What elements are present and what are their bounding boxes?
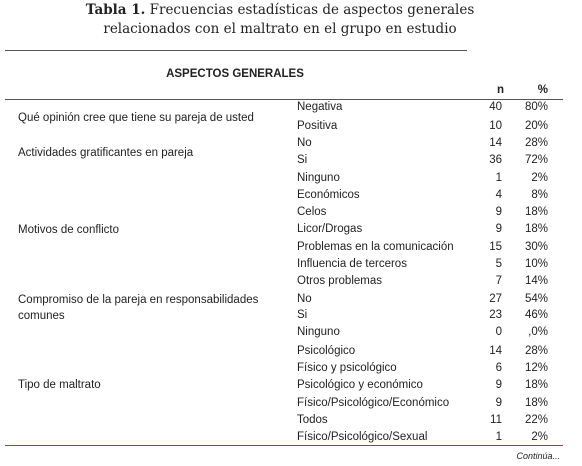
row-percent: 20%	[524, 120, 548, 132]
row-category: No	[297, 293, 312, 305]
row-n: 14	[489, 345, 502, 357]
table-row	[0, 135, 582, 152]
caption-line-2: relacionados con el maltrato en el grupo en estudio	[103, 21, 457, 37]
row-category: Si	[297, 154, 308, 166]
row-n: 9	[495, 397, 502, 409]
row-n: 9	[495, 223, 502, 235]
row-percent: 18%	[524, 206, 548, 218]
row-n: 7	[495, 275, 502, 287]
column-header-n: n	[496, 84, 504, 96]
row-percent: ,0%	[528, 326, 548, 338]
row-category: Ninguno	[297, 326, 340, 338]
row-category: Celos	[297, 206, 327, 218]
group-label-opinion: Qué opinión cree que tiene su pareja de usted	[18, 112, 254, 124]
table-row	[0, 187, 582, 204]
row-category: Físico/Psicológico/Económico	[297, 397, 450, 409]
row-category: Físico/Psicológico/Sexual	[297, 431, 428, 443]
continued-note: Continúa...	[516, 451, 560, 461]
caption-line-1: Frecuencias estadísticas de aspectos generales	[149, 2, 475, 18]
row-n: 15	[489, 241, 502, 253]
column-header-percent: %	[537, 84, 548, 96]
row-percent: 14%	[524, 275, 548, 287]
row-n: 6	[495, 362, 502, 374]
row-percent: 30%	[524, 241, 548, 253]
table-row	[0, 324, 582, 341]
table-row	[0, 412, 582, 429]
table-row	[0, 307, 582, 324]
row-category: Psicológico	[297, 345, 356, 357]
row-n: 1	[495, 431, 502, 443]
table-row	[0, 170, 582, 187]
row-category: Licor/Drogas	[297, 223, 363, 235]
group-label-actividades: Actividades gratificantes en pareja	[18, 147, 194, 159]
row-category: Otros problemas	[297, 275, 383, 287]
bottom-rule	[5, 445, 563, 446]
row-percent: 72%	[524, 154, 548, 166]
row-percent: 18%	[524, 223, 548, 235]
row-percent: 54%	[524, 293, 548, 305]
row-category: Psicológico y económico	[297, 379, 423, 391]
row-percent: 28%	[524, 137, 548, 149]
table-caption	[60, 1, 500, 39]
row-category: No	[297, 137, 312, 149]
table-row	[0, 377, 582, 394]
row-category: Problemas en la comunicación	[297, 241, 454, 253]
table-row	[0, 273, 582, 290]
table-row	[0, 99, 582, 116]
row-n: 4	[495, 189, 502, 201]
table-row	[0, 343, 582, 360]
table-row	[0, 118, 582, 135]
row-n: 23	[489, 309, 502, 321]
row-percent: 28%	[524, 345, 548, 357]
table-heading: ASPECTOS GENERALES	[166, 68, 304, 80]
table-row	[0, 239, 582, 256]
caption-rule	[5, 50, 467, 51]
row-n: 5	[495, 258, 502, 270]
row-n: 10	[489, 120, 502, 132]
row-percent: 2%	[531, 431, 548, 443]
row-category: Económicos	[297, 189, 360, 201]
table-row	[0, 152, 582, 169]
group-label-tipo-maltrato: Tipo de maltrato	[18, 379, 101, 391]
group-label-motivos: Motivos de conflicto	[18, 224, 119, 236]
table-row	[0, 256, 582, 273]
row-percent: 18%	[524, 379, 548, 391]
row-category: Negativa	[297, 101, 343, 113]
row-n: 9	[495, 379, 502, 391]
table-row	[0, 221, 582, 238]
group-label-compromiso: Compromiso de la pareja en responsabilidades comunes	[18, 294, 259, 322]
row-n: 14	[489, 137, 502, 149]
table-row	[0, 204, 582, 221]
row-n: 40	[489, 101, 502, 113]
row-category: Todos	[297, 414, 328, 426]
caption-label: Tabla 1.	[85, 2, 146, 18]
table-row	[0, 360, 582, 377]
row-percent: 8%	[531, 189, 548, 201]
row-n: 27	[489, 293, 502, 305]
row-percent: 80%	[524, 101, 548, 113]
row-n: 1	[495, 172, 502, 184]
row-category: Si	[297, 309, 308, 321]
row-percent: 2%	[531, 172, 548, 184]
row-percent: 22%	[524, 414, 548, 426]
row-percent: 46%	[524, 309, 548, 321]
row-n: 0	[495, 326, 502, 338]
table-row	[0, 291, 582, 308]
row-category: Físico y psicológico	[297, 362, 397, 374]
row-n: 36	[489, 154, 502, 166]
row-category: Positiva	[297, 120, 338, 132]
table-row	[0, 429, 582, 446]
row-n: 11	[490, 414, 502, 426]
row-percent: 18%	[524, 397, 548, 409]
row-category: Ninguno	[297, 172, 340, 184]
row-percent: 12%	[524, 362, 548, 374]
row-percent: 10%	[524, 258, 548, 270]
row-n: 9	[495, 206, 502, 218]
row-category: Influencia de terceros	[297, 258, 407, 270]
table-row	[0, 395, 582, 412]
